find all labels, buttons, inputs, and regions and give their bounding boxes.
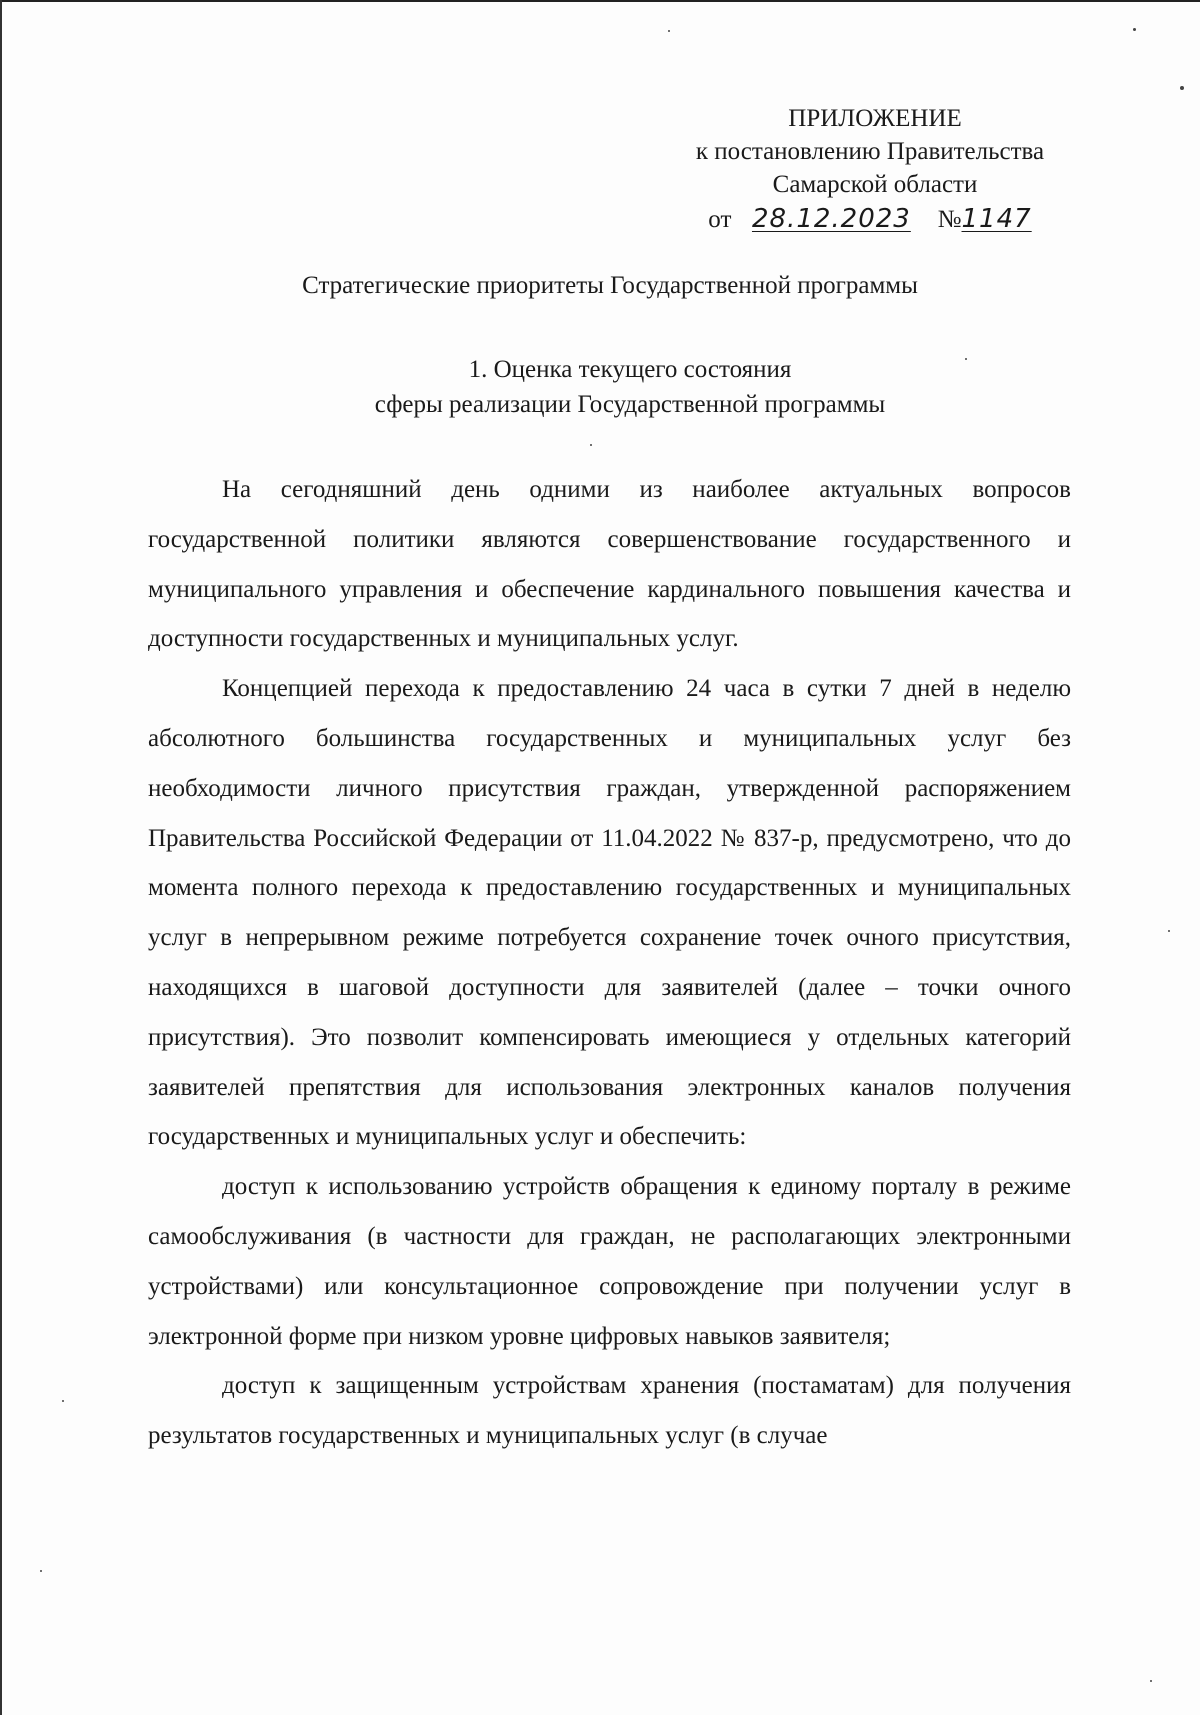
scan-speck (590, 444, 592, 446)
scan-left-edge (0, 0, 2, 1715)
scan-speck (40, 1570, 42, 1572)
scan-speck (1168, 930, 1170, 932)
section-heading-line-2: сферы реализации Государственной программы (374, 391, 886, 418)
scan-speck (1180, 86, 1184, 90)
appendix-title: ПРИЛОЖЕНИЕ (788, 105, 962, 132)
document-body (148, 465, 1071, 1461)
scan-top-edge (0, 0, 1200, 2)
number-prefix: № (937, 206, 962, 233)
decree-date-number (600, 203, 1100, 236)
paragraph: доступ к защищенным устройствам хранения (постаматам) для получения результатов государственных и муниципальных услуг (в случае (148, 1372, 1071, 1450)
paragraph: Концепцией перехода к предоставлению 24 часа в сутки 7 дней в неделю абсолютного большинства государственных и муниципальных услуг без необходимости личного присутствия граждан, утвержденной распоряжением Правительства Российской Федерации от 11.04.2022 № 837-р, предусмотрено, что до момента полного перехода к предоставлению государственных и муниципальных услуг в непрерывном режиме потребуется сохранение точек очного присутствия, находящихся в шаговой доступности для заявителей (далее – точки очного присутствия). Это позволит компенсировать имеющиеся у отдельных категорий заявителей препятствия для использования электронных каналов получения государственных и муниципальных услуг и обеспечить: (148, 675, 1071, 1151)
section-heading-line-1: 1. Оценка текущего состояния (468, 356, 792, 383)
scan-speck (668, 30, 670, 32)
paragraph: На сегодняшний день одними из наиболее актуальных вопросов государственной политики являются совершенствование государственного и муниципального управления и обеспечение кардинального повышения качества и доступности государственных и муниципальных услуг. (148, 476, 1071, 653)
document-title: Стратегические приоритеты Государственной программы (302, 272, 918, 299)
handwritten-number: 1147 (961, 204, 1032, 234)
scan-speck (62, 1400, 64, 1402)
region-name: Самарской области (772, 171, 978, 198)
scan-speck (1150, 1680, 1152, 1682)
paragraph: доступ к использованию устройств обращения к единому порталу в режиме самообслуживания (в частности для граждан, не располагающих электронными устройствами) или консультационное сопровождение при получении услуг в электронной форме при низком уровне цифровых навыков заявителя; (148, 1173, 1071, 1350)
scan-speck (1133, 28, 1136, 31)
handwritten-date: 28.12.2023 (751, 204, 911, 234)
decree-reference: к постановлению Правительства (695, 138, 1045, 165)
section-heading (0, 352, 1200, 422)
date-prefix: от (708, 206, 732, 233)
appendix-header (600, 102, 1100, 236)
scan-speck (965, 358, 967, 360)
